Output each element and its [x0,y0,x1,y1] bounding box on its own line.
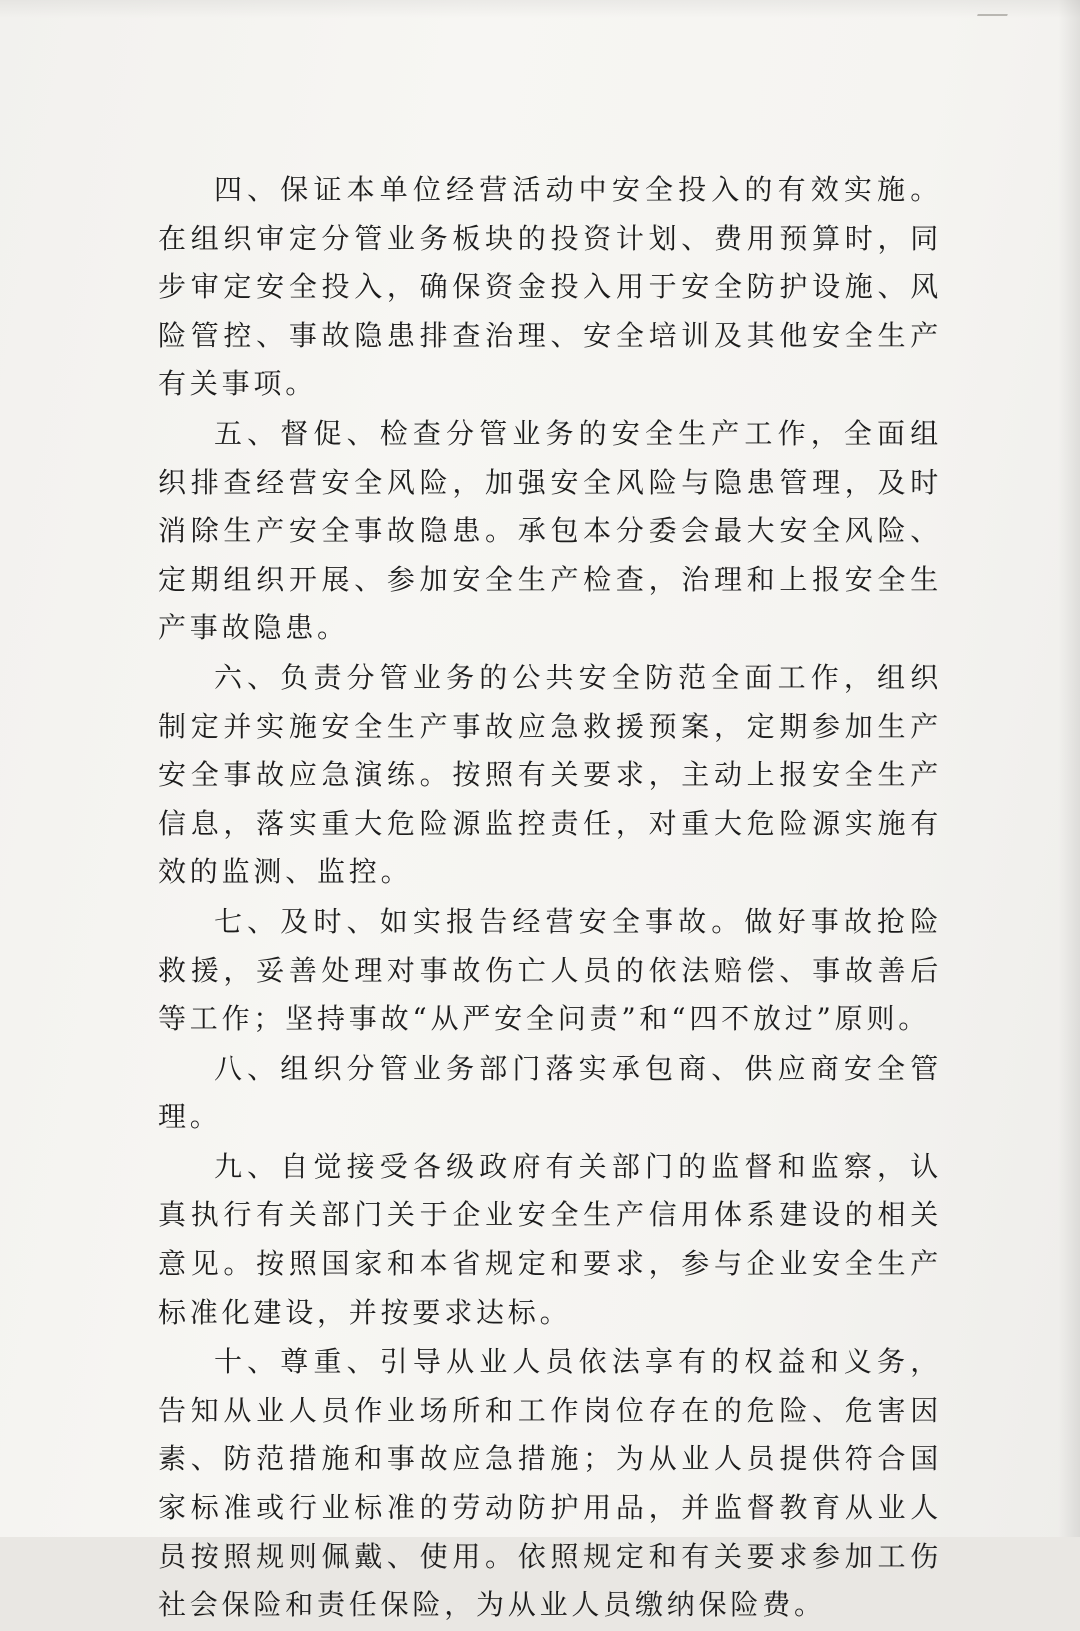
clause-seven: 七、及时、如实报告经营安全事故。做好事故抢险救援，妥善处理对事故伤亡人员的依法赔偿、事故善后等工作；坚持事故“从严安全问责”和“四不放过”原则。 [158,904,942,1036]
clause-ten: 十、尊重、引导从业人员依法享有的权益和义务，告知从业人员作业场所和工作岗位存在的危险、危害因素、防范措施和事故应急措施；为从业人员提供符合国家标准或行业标准的劳动防护用品，并监督教育从业人员按照规则佩戴、使用。依照规定和有关要求参加工伤社会保险和责任保险，为从业人员缴纳保险费。 [158,1345,942,1622]
page-corner-crease [977,0,1013,16]
clause-nine: 九、自觉接受各级政府有关部门的监督和监察，认真执行有关部门关于企业安全生产信用体系建设的相关意见。按照国家和本省规定和要求，参与企业安全生产标准化建设，并按要求达标。 [158,1149,942,1329]
clause-six: 六、负责分管业务的公共安全防范全面工作，组织制定并实施安全生产事故应急救援预案，定期参加生产安全事故应急演练。按照有关要求，主动上报安全生产信息，落实重大危险源监控责任，对重大危险源实施有效的监测、监控。 [158,660,942,889]
document-body [158,166,942,1631]
page-top-shadow [0,0,1080,18]
clause-five: 五、督促、检查分管业务的安全生产工作，全面组织排查经营安全风险，加强安全风险与隐患管理，及时消除生产安全事故隐患。承包本分委会最大安全风险、定期组织开展、参加安全生产检查，治理和上报安全生产事故隐患。 [158,416,942,645]
clause-eight: 八、组织分管业务部门落实承包商、供应商安全管理。 [158,1051,942,1134]
clause-four: 四、保证本单位经营活动中安全投入的有效实施。在组织审定分管业务板块的投资计划、费用预算时，同步审定安全投入，确保资金投入用于安全防护设施、风险管控、事故隐患排查治理、安全培训及其他安全生产有关事项。 [158,173,942,401]
page-right-shadow [1058,0,1080,1537]
